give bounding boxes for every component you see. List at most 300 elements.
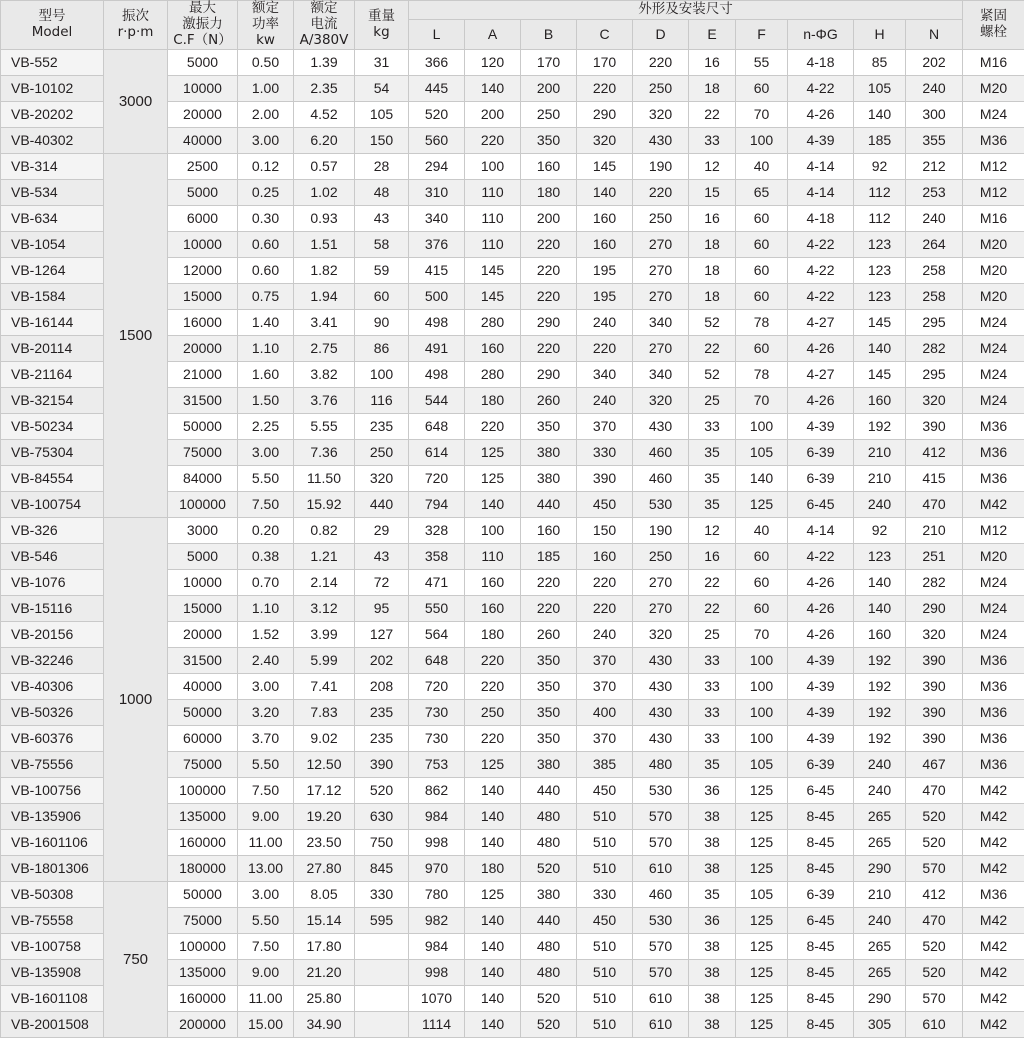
cell-current: 6.20: [294, 127, 355, 153]
cell-dim-L: 445: [409, 75, 465, 101]
cell-dim-B: 480: [521, 959, 577, 985]
cell-dim-F: 60: [736, 75, 788, 101]
cell-dim-N: 320: [906, 621, 963, 647]
cell-centrifugal-force: 135000: [168, 959, 238, 985]
cell-dim-A: 220: [465, 127, 521, 153]
cell-current: 12.50: [294, 751, 355, 777]
cell-dim-nG: 4-26: [788, 595, 854, 621]
cell-dim-A: 145: [465, 257, 521, 283]
cell-bolt: M36: [963, 751, 1024, 777]
header-row-1: [1, 1, 1024, 20]
header-bolt-line1: 紧固: [963, 9, 1024, 25]
cell-dim-L: 730: [409, 725, 465, 751]
cell-dim-C: 510: [577, 933, 633, 959]
cell-dim-N: 300: [906, 101, 963, 127]
cell-dim-F: 60: [736, 257, 788, 283]
cell-power: 1.00: [238, 75, 294, 101]
cell-dim-F: 60: [736, 543, 788, 569]
cell-power: 5.50: [238, 751, 294, 777]
cell-dim-L: 720: [409, 465, 465, 491]
cell-current: 25.80: [294, 985, 355, 1011]
cell-current: 19.20: [294, 803, 355, 829]
cell-weight: 90: [355, 309, 409, 335]
cell-dim-A: 120: [465, 49, 521, 75]
cell-power: 0.20: [238, 517, 294, 543]
cell-weight: 105: [355, 101, 409, 127]
cell-dim-E: 16: [689, 49, 736, 75]
cell-power: 1.10: [238, 335, 294, 361]
cell-dim-B: 220: [521, 231, 577, 257]
cell-model: VB-534: [1, 179, 104, 205]
cell-centrifugal-force: 5000: [168, 543, 238, 569]
cell-dim-B: 480: [521, 829, 577, 855]
cell-centrifugal-force: 75000: [168, 439, 238, 465]
header-rpm: [104, 1, 168, 50]
cell-dim-E: 36: [689, 777, 736, 803]
cell-dim-N: 355: [906, 127, 963, 153]
cell-dim-E: 15: [689, 179, 736, 205]
cell-dim-E: 33: [689, 413, 736, 439]
cell-dim-L: 415: [409, 257, 465, 283]
cell-dim-A: 140: [465, 803, 521, 829]
cell-model: VB-1601108: [1, 985, 104, 1011]
cell-dim-F: 100: [736, 699, 788, 725]
header-dim-B: B: [521, 19, 577, 49]
cell-weight: 320: [355, 465, 409, 491]
cell-dim-E: 38: [689, 803, 736, 829]
cell-dim-N: 520: [906, 803, 963, 829]
cell-dim-H: 123: [854, 231, 906, 257]
cell-dim-L: 491: [409, 335, 465, 361]
cell-bolt: M36: [963, 881, 1024, 907]
cell-dim-N: 240: [906, 205, 963, 231]
cell-centrifugal-force: 100000: [168, 933, 238, 959]
cell-dim-C: 370: [577, 673, 633, 699]
cell-model: VB-314: [1, 153, 104, 179]
cell-dim-H: 160: [854, 621, 906, 647]
cell-bolt: M36: [963, 673, 1024, 699]
cell-dim-B: 440: [521, 777, 577, 803]
cell-dim-A: 110: [465, 205, 521, 231]
cell-dim-N: 282: [906, 335, 963, 361]
cell-dim-H: 92: [854, 517, 906, 543]
cell-dim-D: 250: [633, 543, 689, 569]
cell-current: 4.52: [294, 101, 355, 127]
cell-dim-D: 270: [633, 257, 689, 283]
cell-dim-C: 510: [577, 829, 633, 855]
cell-bolt: M36: [963, 439, 1024, 465]
cell-dim-C: 240: [577, 387, 633, 413]
cell-dim-L: 984: [409, 803, 465, 829]
cell-dim-N: 470: [906, 907, 963, 933]
cell-dim-A: 140: [465, 829, 521, 855]
cell-dim-L: 998: [409, 959, 465, 985]
cell-weight: 250: [355, 439, 409, 465]
cell-dim-H: 240: [854, 491, 906, 517]
cell-dim-C: 330: [577, 881, 633, 907]
header-dimensions-group: 外形及安装尺寸: [409, 1, 963, 20]
cell-current: 2.35: [294, 75, 355, 101]
cell-dim-B: 160: [521, 153, 577, 179]
cell-dim-H: 185: [854, 127, 906, 153]
cell-dim-B: 180: [521, 179, 577, 205]
cell-dim-D: 610: [633, 985, 689, 1011]
cell-power: 0.70: [238, 569, 294, 595]
cell-dim-C: 510: [577, 959, 633, 985]
cell-dim-F: 100: [736, 725, 788, 751]
cell-centrifugal-force: 180000: [168, 855, 238, 881]
cell-dim-N: 610: [906, 1011, 963, 1037]
cell-dim-N: 240: [906, 75, 963, 101]
cell-centrifugal-force: 2500: [168, 153, 238, 179]
cell-dim-N: 290: [906, 595, 963, 621]
cell-power: 3.00: [238, 439, 294, 465]
cell-bolt: M36: [963, 699, 1024, 725]
cell-power: 2.00: [238, 101, 294, 127]
cell-power: 3.00: [238, 673, 294, 699]
cell-dim-L: 720: [409, 673, 465, 699]
cell-dim-L: 564: [409, 621, 465, 647]
cell-dim-C: 330: [577, 439, 633, 465]
cell-bolt: M20: [963, 257, 1024, 283]
cell-dim-E: 18: [689, 283, 736, 309]
cell-dim-A: 280: [465, 309, 521, 335]
cell-dim-B: 260: [521, 621, 577, 647]
cell-dim-nG: 4-27: [788, 309, 854, 335]
cell-centrifugal-force: 15000: [168, 283, 238, 309]
cell-model: VB-100754: [1, 491, 104, 517]
cell-dim-L: 648: [409, 413, 465, 439]
cell-dim-L: 998: [409, 829, 465, 855]
cell-dim-A: 180: [465, 387, 521, 413]
cell-dim-nG: 4-22: [788, 257, 854, 283]
cell-power: 1.50: [238, 387, 294, 413]
cell-dim-B: 160: [521, 517, 577, 543]
cell-model: VB-634: [1, 205, 104, 231]
cell-dim-B: 480: [521, 803, 577, 829]
cell-power: 3.00: [238, 127, 294, 153]
cell-current: 11.50: [294, 465, 355, 491]
cell-dim-A: 140: [465, 777, 521, 803]
cell-dim-B: 380: [521, 465, 577, 491]
header-dim-nG: n-ΦG: [788, 19, 854, 49]
cell-dim-D: 270: [633, 335, 689, 361]
cell-dim-D: 430: [633, 725, 689, 751]
cell-dim-N: 390: [906, 413, 963, 439]
cell-current: 0.82: [294, 517, 355, 543]
cell-dim-B: 440: [521, 491, 577, 517]
cell-model: VB-20202: [1, 101, 104, 127]
cell-current: 21.20: [294, 959, 355, 985]
cell-dim-C: 145: [577, 153, 633, 179]
cell-bolt: M24: [963, 387, 1024, 413]
header-bolt-line2: 螺栓: [963, 25, 1024, 41]
cell-dim-C: 220: [577, 335, 633, 361]
header-model-cn: 型号: [1, 9, 103, 25]
cell-dim-E: 18: [689, 257, 736, 283]
cell-dim-nG: 4-39: [788, 699, 854, 725]
cell-dim-nG: 4-26: [788, 335, 854, 361]
cell-power: 5.50: [238, 465, 294, 491]
cell-centrifugal-force: 135000: [168, 803, 238, 829]
cell-dim-F: 60: [736, 205, 788, 231]
cell-centrifugal-force: 3000: [168, 517, 238, 543]
cell-dim-F: 60: [736, 335, 788, 361]
cell-dim-A: 125: [465, 881, 521, 907]
cell-dim-C: 240: [577, 309, 633, 335]
cell-dim-H: 192: [854, 725, 906, 751]
cell-dim-H: 112: [854, 179, 906, 205]
cell-dim-C: 400: [577, 699, 633, 725]
cell-dim-nG: 4-22: [788, 283, 854, 309]
cell-dim-B: 250: [521, 101, 577, 127]
cell-dim-A: 180: [465, 621, 521, 647]
cell-dim-C: 450: [577, 491, 633, 517]
cell-rpm-group: 750: [104, 881, 168, 1037]
cell-dim-A: 125: [465, 465, 521, 491]
cell-weight: 58: [355, 231, 409, 257]
cell-dim-H: 210: [854, 465, 906, 491]
cell-dim-B: 520: [521, 855, 577, 881]
cell-current: 8.05: [294, 881, 355, 907]
cell-dim-C: 160: [577, 543, 633, 569]
header-power: [238, 1, 294, 50]
cell-model: VB-32246: [1, 647, 104, 673]
cell-dim-B: 480: [521, 933, 577, 959]
cell-dim-A: 140: [465, 1011, 521, 1037]
cell-dim-N: 295: [906, 309, 963, 335]
cell-bolt: M24: [963, 309, 1024, 335]
cell-dim-N: 210: [906, 517, 963, 543]
cell-dim-E: 35: [689, 751, 736, 777]
cell-rpm-group: 1000: [104, 517, 168, 881]
cell-model: VB-50308: [1, 881, 104, 907]
cell-dim-nG: 8-45: [788, 803, 854, 829]
cell-rpm-group: 1500: [104, 153, 168, 517]
cell-dim-N: 415: [906, 465, 963, 491]
cell-dim-C: 290: [577, 101, 633, 127]
cell-dim-A: 140: [465, 907, 521, 933]
cell-dim-N: 570: [906, 985, 963, 1011]
cell-dim-nG: 4-26: [788, 101, 854, 127]
cell-dim-D: 530: [633, 907, 689, 933]
cell-dim-N: 320: [906, 387, 963, 413]
cell-centrifugal-force: 84000: [168, 465, 238, 491]
cell-dim-H: 265: [854, 829, 906, 855]
cell-bolt: M24: [963, 335, 1024, 361]
cell-power: 1.60: [238, 361, 294, 387]
cell-dim-L: 500: [409, 283, 465, 309]
cell-dim-D: 610: [633, 1011, 689, 1037]
cell-dim-nG: 4-22: [788, 543, 854, 569]
cell-weight: 202: [355, 647, 409, 673]
cell-dim-E: 33: [689, 673, 736, 699]
cell-dim-F: 60: [736, 231, 788, 257]
cell-dim-L: 471: [409, 569, 465, 595]
cell-dim-nG: 4-26: [788, 621, 854, 647]
cell-dim-nG: 4-22: [788, 75, 854, 101]
cell-current: 23.50: [294, 829, 355, 855]
cell-dim-H: 265: [854, 803, 906, 829]
header-weight: [355, 1, 409, 50]
cell-dim-A: 145: [465, 283, 521, 309]
header-power-unit: kw: [238, 33, 293, 49]
cell-weight: 235: [355, 413, 409, 439]
cell-centrifugal-force: 50000: [168, 699, 238, 725]
cell-dim-H: 92: [854, 153, 906, 179]
cell-dim-B: 520: [521, 985, 577, 1011]
cell-dim-F: 125: [736, 985, 788, 1011]
cell-dim-N: 258: [906, 257, 963, 283]
header-weight-unit: kg: [355, 25, 408, 41]
cell-model: VB-135908: [1, 959, 104, 985]
cell-dim-N: 202: [906, 49, 963, 75]
cell-dim-C: 170: [577, 49, 633, 75]
cell-dim-B: 220: [521, 283, 577, 309]
cell-dim-D: 460: [633, 439, 689, 465]
cell-bolt: M12: [963, 179, 1024, 205]
header-dim-A: A: [465, 19, 521, 49]
cell-dim-F: 100: [736, 413, 788, 439]
cell-dim-N: 570: [906, 855, 963, 881]
cell-dim-C: 340: [577, 361, 633, 387]
cell-dim-E: 22: [689, 595, 736, 621]
cell-dim-D: 430: [633, 647, 689, 673]
header-current: [294, 1, 355, 50]
cell-dim-H: 140: [854, 595, 906, 621]
cell-dim-F: 60: [736, 569, 788, 595]
cell-dim-A: 220: [465, 725, 521, 751]
cell-dim-F: 105: [736, 439, 788, 465]
cell-dim-F: 100: [736, 127, 788, 153]
cell-model: VB-1264: [1, 257, 104, 283]
cell-dim-nG: 8-45: [788, 1011, 854, 1037]
cell-dim-E: 38: [689, 959, 736, 985]
cell-bolt: M20: [963, 543, 1024, 569]
cell-dim-D: 460: [633, 881, 689, 907]
cell-current: 1.39: [294, 49, 355, 75]
cell-dim-N: 520: [906, 959, 963, 985]
cell-dim-H: 240: [854, 777, 906, 803]
cell-dim-B: 380: [521, 881, 577, 907]
cell-dim-H: 240: [854, 907, 906, 933]
cell-dim-B: 185: [521, 543, 577, 569]
cell-centrifugal-force: 60000: [168, 725, 238, 751]
cell-dim-E: 35: [689, 491, 736, 517]
cell-weight: [355, 959, 409, 985]
cell-dim-C: 220: [577, 569, 633, 595]
cell-current: 7.83: [294, 699, 355, 725]
cell-current: 17.12: [294, 777, 355, 803]
cell-current: 34.90: [294, 1011, 355, 1037]
cell-dim-H: 160: [854, 387, 906, 413]
cell-model: VB-21164: [1, 361, 104, 387]
cell-dim-E: 16: [689, 543, 736, 569]
header-centrifugal-force: [168, 1, 238, 50]
cell-model: VB-75304: [1, 439, 104, 465]
header-dim-D: D: [633, 19, 689, 49]
cell-dim-D: 340: [633, 361, 689, 387]
cell-dim-D: 460: [633, 465, 689, 491]
header-dim-N: N: [906, 19, 963, 49]
cell-dim-B: 350: [521, 673, 577, 699]
cell-power: 11.00: [238, 985, 294, 1011]
cell-dim-C: 195: [577, 257, 633, 283]
cell-dim-B: 520: [521, 1011, 577, 1037]
cell-dim-nG: 6-39: [788, 465, 854, 491]
cell-dim-C: 510: [577, 985, 633, 1011]
cell-dim-A: 140: [465, 985, 521, 1011]
cell-dim-B: 220: [521, 335, 577, 361]
cell-centrifugal-force: 100000: [168, 777, 238, 803]
cell-dim-E: 33: [689, 725, 736, 751]
cell-centrifugal-force: 15000: [168, 595, 238, 621]
header-dim-E: E: [689, 19, 736, 49]
header-weight-cn: 重量: [355, 9, 408, 25]
cell-dim-nG: 4-26: [788, 569, 854, 595]
cell-dim-A: 220: [465, 647, 521, 673]
cell-dim-H: 192: [854, 673, 906, 699]
cell-dim-C: 220: [577, 595, 633, 621]
table-header: [1, 1, 1024, 50]
cell-dim-nG: 8-45: [788, 933, 854, 959]
cell-centrifugal-force: 75000: [168, 751, 238, 777]
cell-dim-L: 376: [409, 231, 465, 257]
cell-dim-B: 350: [521, 127, 577, 153]
cell-dim-H: 123: [854, 543, 906, 569]
cell-dim-E: 38: [689, 829, 736, 855]
cell-bolt: M42: [963, 803, 1024, 829]
cell-dim-C: 140: [577, 179, 633, 205]
cell-dim-L: 1114: [409, 1011, 465, 1037]
cell-dim-F: 100: [736, 647, 788, 673]
cell-power: 1.52: [238, 621, 294, 647]
cell-power: 0.50: [238, 49, 294, 75]
cell-centrifugal-force: 10000: [168, 569, 238, 595]
cell-dim-H: 290: [854, 855, 906, 881]
cell-dim-N: 412: [906, 439, 963, 465]
cell-dim-D: 570: [633, 829, 689, 855]
cell-dim-nG: 4-14: [788, 517, 854, 543]
cell-model: VB-326: [1, 517, 104, 543]
cell-current: 15.14: [294, 907, 355, 933]
header-cf-unit: C.F（N）: [168, 33, 237, 49]
cell-weight: 127: [355, 621, 409, 647]
cell-dim-F: 60: [736, 283, 788, 309]
cell-dim-C: 390: [577, 465, 633, 491]
cell-dim-nG: 8-45: [788, 959, 854, 985]
cell-dim-F: 60: [736, 595, 788, 621]
cell-dim-N: 282: [906, 569, 963, 595]
cell-dim-C: 450: [577, 777, 633, 803]
cell-dim-N: 251: [906, 543, 963, 569]
cell-centrifugal-force: 6000: [168, 205, 238, 231]
cell-dim-C: 370: [577, 413, 633, 439]
table-row: [1, 153, 1024, 179]
cell-dim-H: 140: [854, 101, 906, 127]
cell-weight: 116: [355, 387, 409, 413]
cell-dim-C: 320: [577, 127, 633, 153]
cell-dim-L: 648: [409, 647, 465, 673]
cell-weight: 595: [355, 907, 409, 933]
cell-current: 5.99: [294, 647, 355, 673]
cell-dim-N: 212: [906, 153, 963, 179]
cell-dim-nG: 4-27: [788, 361, 854, 387]
cell-power: 0.38: [238, 543, 294, 569]
header-power-line1: 额定: [238, 1, 293, 17]
cell-dim-E: 38: [689, 855, 736, 881]
cell-dim-H: 112: [854, 205, 906, 231]
